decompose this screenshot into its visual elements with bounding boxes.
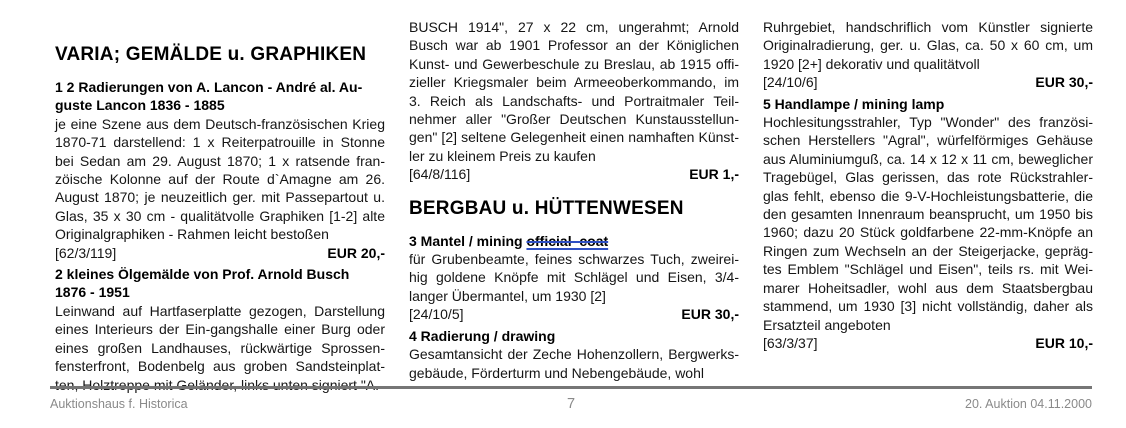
lot-title-line: guste Lancon 1836 - 1885 bbox=[55, 97, 225, 114]
text-columns bbox=[55, 18, 1093, 394]
price: EUR 10,- bbox=[1035, 334, 1093, 351]
column-1 bbox=[55, 18, 385, 394]
catalog-ref: [64/8/116] bbox=[409, 166, 471, 183]
lot-title bbox=[55, 265, 385, 302]
text-line: Hochlesitungsstrahler, Typ "Wonder" des französi- bbox=[763, 114, 1093, 131]
column-3 bbox=[763, 18, 1093, 394]
catalog-ref: [63/3/37] bbox=[763, 334, 818, 351]
text-line: Leinwand auf Hartfaserplatte gezogen, Darstellung bbox=[55, 302, 385, 319]
text-line: August 1870; je neuzeitlich ger. mit Passepartout u. bbox=[55, 189, 385, 206]
text-line: gebäude, Förderturm und Nebengebäude, wohl bbox=[409, 364, 704, 381]
text-line: stammend, um 1930 [3] nicht vollständig, daher als bbox=[763, 298, 1093, 315]
text-line: Kunst- und Gewerbeschule zu Breslau, ab 1915 offi- bbox=[409, 55, 739, 72]
lot-ref-price-row bbox=[409, 305, 739, 323]
lot-ref-price-row bbox=[409, 165, 739, 183]
lot-ref-price-row bbox=[763, 334, 1093, 352]
text-line: Glas, 35 x 30 cm - qualitätvolle Graphiken [1-2] alte bbox=[55, 207, 385, 224]
column-2 bbox=[409, 18, 739, 394]
text-line: eines großen Landhauses, rückwärtige Sprossen- bbox=[55, 339, 385, 356]
text-line: Originalradierung, ger. u. Glas, ca. 50 x 60 cm, um bbox=[763, 37, 1093, 54]
text-line: 3. Reich als Landschafts- und Portraitmaler Teil- bbox=[409, 92, 739, 109]
price: EUR 1,- bbox=[689, 166, 739, 183]
text-line: Ersatzteil angeboten bbox=[763, 316, 891, 333]
catalog-ref: [24/10/5] bbox=[409, 306, 464, 323]
text-line: ler zu kleinem Preis zu kaufen bbox=[409, 147, 596, 164]
text-line: Ruhrgebiet, handschriflich vom Künstler signierte bbox=[763, 19, 1093, 35]
lot-title-line: 2 kleines Ölgemälde von Prof. Arnold Busch bbox=[55, 266, 350, 283]
lot-description bbox=[409, 18, 739, 165]
text-line: 1920 [2+] dekorativ und qualitätvoll bbox=[763, 55, 980, 72]
lot-description bbox=[55, 302, 385, 394]
text-line: Gesamtansicht der Zeche Hohenzollern, Bergwerks- bbox=[409, 346, 739, 363]
text-line: Tragebügel, Glas gerissen, das rote Rückstrahler- bbox=[763, 169, 1093, 186]
page-footer bbox=[50, 386, 1092, 412]
lot-ref-price-row bbox=[763, 73, 1093, 91]
section-heading: BERGBAU u. HÜTTENWESEN bbox=[409, 197, 684, 219]
text-line: tes Emblem "Schlägel und Eisen", teils rs. mit Wei- bbox=[763, 261, 1093, 278]
text-line: zöische Kolonne auf der Route d`Amagne am 26. bbox=[55, 171, 385, 188]
lot-description bbox=[409, 345, 739, 382]
lot-title bbox=[55, 78, 385, 115]
text-line: eines Interieurs der Ein-gangshalle einer Burg oder bbox=[55, 321, 385, 338]
text-line: gen" [2] seltene Gelegenheit einen namhaften Künst- bbox=[409, 129, 739, 146]
text-line: BUSCH 1914", 27 x 22 cm, ungerahmt; Arnold bbox=[409, 19, 739, 35]
footer-auction-date: 20. Auktion 04.11.2000 bbox=[965, 397, 1092, 411]
lot-title-line: 5 Handlampe / mining lamp bbox=[763, 95, 945, 112]
text-line: ten, Holztreppe mit Geländer, links unten signiert "A. bbox=[55, 376, 380, 393]
text-line: marer Hoheitsadler, wohl aus dem Staatsbergbau bbox=[763, 279, 1093, 296]
lot-title bbox=[409, 232, 739, 250]
lot-title bbox=[409, 327, 739, 345]
text-line: den gesamten Innenraum beansprucht, um 1950 bis bbox=[763, 206, 1093, 223]
text-line: schen Herstellers "Agral", würfelförmiges Gehäuse bbox=[763, 132, 1093, 149]
spacer bbox=[409, 184, 739, 198]
spacer bbox=[55, 18, 385, 44]
lot-description bbox=[763, 18, 1093, 73]
text-line: für Grubenbeamte, feines schwarzes Tuch, zweirei- bbox=[409, 251, 739, 268]
title-text: 3 Mantel / mining bbox=[409, 232, 527, 249]
lot-ref-price-row bbox=[55, 244, 385, 262]
text-line: 1870-71 darstellend: 1 x Reiterpatrouille in Stonne bbox=[55, 134, 385, 151]
footer-publisher: Auktionshaus f. Historica bbox=[50, 397, 188, 411]
price: EUR 20,- bbox=[327, 244, 385, 261]
catalog-ref: [62/3/119] bbox=[55, 244, 117, 261]
text-line: Ringen zum Wechseln an der Steigerjacke, gepräg- bbox=[763, 242, 1093, 259]
lot-title-line: 4 Radierung / drawing bbox=[409, 327, 556, 344]
lot-description bbox=[763, 113, 1093, 334]
footer-page-number: 7 bbox=[566, 396, 576, 412]
text-line: glas fehlt, ebenso die 9-V-Hochleistungsbatterie, die bbox=[763, 187, 1093, 204]
price: EUR 30,- bbox=[681, 306, 739, 323]
text-line: bei Sedan am 29. August 1870; 1 x ratsende fran- bbox=[55, 152, 385, 169]
text-line: langer Übermantel, um 1930 [2] bbox=[409, 287, 606, 304]
text-line: hig goldene Knöpfe mit Schlägel und Eisen, 3/4- bbox=[409, 269, 739, 286]
lot-title-line: 1 2 Radierungen von A. Lancon - André al. Au- bbox=[55, 79, 363, 95]
lot-title-line: 1876 - 1951 bbox=[55, 284, 130, 301]
lot-description bbox=[55, 115, 385, 244]
text-line: aus Aluminiumguß, ca. 14 x 12 x 11 cm, beweglicher bbox=[763, 150, 1093, 167]
text-line: Busch war ab 1901 Professor an der Königlichen bbox=[409, 37, 739, 54]
price: EUR 30,- bbox=[1035, 74, 1093, 91]
lot-title-line bbox=[409, 232, 739, 250]
catalog-ref: [24/10/6] bbox=[763, 74, 818, 91]
lot-description bbox=[409, 250, 739, 305]
text-line: zieller Kriegsmaler beim Armeeoberkommando, im bbox=[409, 74, 739, 91]
text-line: nehmer aller "Großer Deutschen Kunstausstellun- bbox=[409, 111, 739, 128]
text-line: je eine Szene aus dem Deutsch-französischen Krieg bbox=[55, 115, 385, 132]
text-line: fensterfront, Bodenbelg aus groben Sandsteinplat- bbox=[55, 358, 385, 375]
text-line: 1960; dazu 20 Stück goldfarbene 22-mm-Knöpfe an bbox=[763, 224, 1093, 241]
struck-edit-text: official coat bbox=[526, 232, 609, 249]
section-heading: VARIA; GEMÄLDE u. GRAPHIKEN bbox=[55, 44, 367, 65]
text-line: Originalgraphiken - Rahmen leicht bestoßen bbox=[55, 226, 329, 243]
lot-title bbox=[763, 95, 1093, 113]
